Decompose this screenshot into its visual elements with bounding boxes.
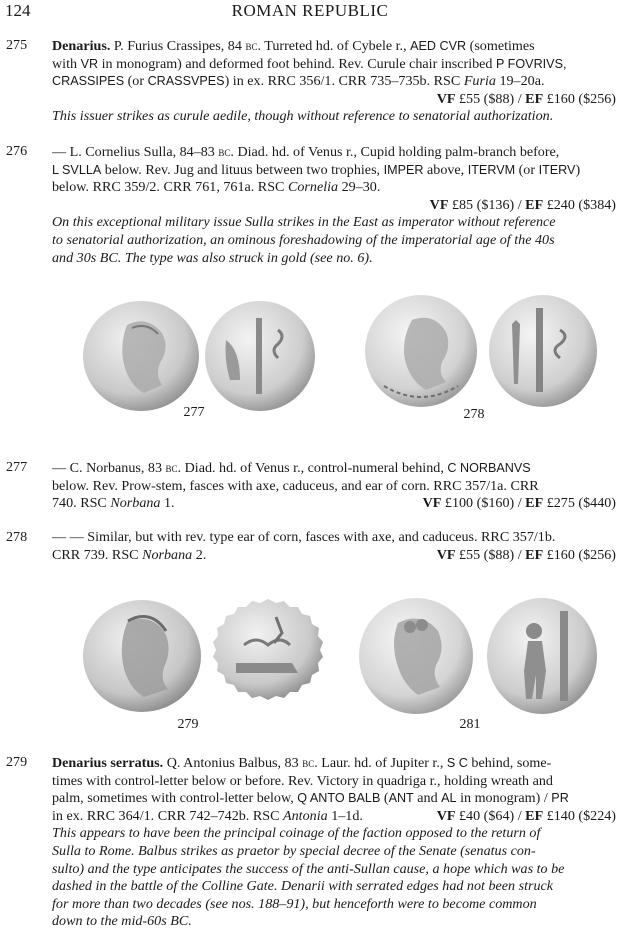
coin-image	[206, 597, 330, 715]
entry-line	[52, 754, 616, 773]
italic-term: Antonia	[283, 807, 328, 824]
bold-term: EF	[525, 90, 544, 107]
text-run: above,	[423, 161, 468, 178]
coin-278-obverse	[364, 294, 478, 408]
text-run: . Laur. hd. of Jupiter r.,	[314, 755, 447, 771]
coin-legend: S C	[446, 756, 468, 770]
text-run: — C. Norbanus, 83	[52, 460, 166, 476]
coin-281-obverse	[358, 597, 474, 715]
bold-term: EF	[525, 807, 544, 824]
coin-277-reverse	[204, 300, 316, 412]
entry-line	[52, 808, 616, 826]
bold-term: VF	[436, 807, 456, 824]
text-run: below. Rev. Jug and lituus between two trophies,	[101, 161, 384, 178]
coin-277-obverse	[82, 300, 200, 412]
text-run: 29–30.	[338, 179, 381, 196]
entry-note-line: sulto) and the type anticipates the success of the anti-Sullan cause, a hope which was to be	[52, 860, 565, 877]
text-run: 19–20a.	[495, 73, 545, 90]
coin-image	[82, 599, 202, 713]
price-line	[52, 91, 616, 109]
text-run: £85 ($136) /	[448, 196, 526, 213]
coin-281-reverse	[486, 597, 598, 715]
coin-image	[358, 597, 474, 715]
text-run: (	[380, 790, 389, 807]
text-run: Q. Antonius Balbus, 83	[163, 755, 303, 771]
entry-line	[52, 773, 616, 791]
coin-legend: ANT	[388, 791, 414, 806]
text-run: below. Rev. Prow-stem, fasces with axe, caduceus, and ear of corn. RRC 357/1a. CRR	[52, 477, 539, 494]
coin-legend: AED CVR	[410, 39, 467, 53]
text-run: CRR 739. RSC	[52, 546, 143, 563]
bold-term: EF	[525, 546, 544, 563]
coin-legend: CRASSIPES	[52, 74, 125, 89]
bold-term: EF	[525, 196, 544, 213]
text-run: behind, some-	[467, 755, 552, 771]
plate-caption: 279	[177, 717, 199, 732]
price-line	[52, 197, 616, 215]
price-line	[437, 547, 616, 565]
coin-legend: P FOVRIVS,	[496, 56, 567, 71]
page-number: 124	[5, 1, 31, 20]
text-run: palm, sometimes with control-letter below,	[52, 790, 298, 807]
coin-image	[488, 294, 598, 408]
entry-line	[52, 790, 616, 808]
entry-note-line: to senatorial authorization, an ominous foreshadowing of the imperatorial age of the 40s	[52, 231, 555, 248]
text-run: £160 ($256)	[543, 546, 616, 563]
entry-note-line: down to the mid-60s BC.	[52, 913, 192, 930]
coin-image	[364, 294, 478, 408]
text-run: £240 ($384)	[543, 196, 616, 213]
coin-legend: IMPER	[383, 162, 424, 177]
coin-legend: ITERV	[538, 162, 576, 177]
coin-278-reverse	[488, 294, 598, 408]
italic-term: Cornelia	[287, 179, 339, 196]
text-run: times with control-letter below or before. Rev. Victory in quadriga r., holding wreath and	[52, 772, 553, 789]
reference-text	[52, 547, 206, 563]
coin-plate-277-278	[0, 290, 620, 430]
bold-term: VF	[422, 495, 442, 512]
entry-line	[52, 37, 616, 56]
coin-legend: PR	[551, 791, 569, 806]
text-run: £275 ($440)	[543, 495, 616, 512]
reference-text	[52, 808, 363, 824]
entry-note-line: On this exceptional military issue Sulla strikes in the East as imperator without reference	[52, 214, 556, 231]
text-run: in monogram) /	[456, 790, 552, 807]
page-header	[0, 2, 620, 22]
entry-line	[52, 495, 616, 513]
coin-plate-279-281	[0, 585, 620, 740]
entry-number: 279	[6, 754, 28, 770]
text-run: . Diad. hd. of Venus r., Cupid holding palm-branch before,	[230, 144, 560, 160]
bold-term: VF	[436, 90, 456, 107]
italic-term: Furia	[463, 73, 496, 90]
reference-text	[52, 495, 175, 511]
text-run: in ex. RRC 364/1. CRR 742–742b. RSC	[52, 807, 284, 824]
text-run: £40 ($64) /	[455, 807, 526, 824]
entry-body	[52, 143, 616, 267]
entry-line	[52, 459, 616, 478]
text-run: ) in ex. RRC 356/1. CRR 735–735b. RSC	[224, 73, 464, 90]
bold-term: Denarius.	[52, 38, 111, 54]
text-run: below. RRC 359/2. CRR 761, 761a. RSC	[52, 179, 288, 196]
entry-body	[52, 529, 616, 564]
italic-term: Norbana	[110, 495, 161, 512]
entry-note-line: and 30s BC. The type was also struck in gold (see no. 6).	[52, 249, 373, 266]
price-line	[437, 808, 616, 826]
coin-legend: AL	[441, 791, 457, 806]
text-run: in monogram) and deformed foot behind. Rev. Curule chair inscribed	[98, 55, 497, 72]
era-abbrev: bc	[245, 38, 258, 53]
entry-number: 276	[6, 143, 28, 159]
coin-legend: CRASSVPES	[147, 74, 225, 89]
entry-line	[52, 547, 616, 565]
bold-term: EF	[525, 495, 544, 512]
text-run: and	[413, 790, 442, 807]
entry-body	[52, 754, 616, 931]
entry-body	[52, 37, 616, 126]
entry-line	[52, 56, 616, 74]
coin-legend: ITERVM	[467, 162, 516, 177]
entry-line	[52, 529, 616, 547]
text-run: (or	[515, 161, 539, 178]
coin-279-reverse	[206, 597, 330, 715]
text-run: — L. Cornelius Sulla, 84–83	[52, 144, 219, 160]
era-abbrev: bc	[302, 755, 315, 770]
entry-number: 275	[6, 37, 28, 53]
entry-line	[52, 143, 616, 162]
text-run: 1.	[160, 495, 175, 512]
era-abbrev: bc	[165, 460, 178, 475]
coin-legend: L SVLLA	[52, 162, 102, 177]
coin-legend: VR	[80, 56, 99, 71]
entry-note-line: for more than two decades (see nos. 188–91), but henceforth were to become common	[52, 895, 537, 912]
coin-image	[204, 300, 316, 412]
text-run: )	[575, 161, 581, 178]
entry-line	[52, 478, 616, 496]
entry-note: This issuer strikes as curule aedile, though without reference to senatorial authorization.	[52, 108, 554, 125]
text-run: 2.	[192, 546, 207, 563]
coin-279-obverse	[82, 599, 202, 713]
entry-note-line: Sulla to Rome. Balbus strikes as praetor by special decree of the Senate (senatus con-	[52, 842, 536, 859]
text-run: — — Similar, but with rev. type ear of corn, fasces with axe, and caduceus. RRC 357/1b.	[52, 529, 556, 545]
text-run: £100 ($160) /	[441, 495, 526, 512]
coin-image	[82, 300, 200, 412]
entry-note-line: dashed in the battle of the Colline Gate. Denarii with serrated edges had not been struck	[52, 878, 554, 895]
entry-number: 278	[6, 529, 28, 545]
price-line	[423, 495, 616, 513]
text-run: . Turreted hd. of Cybele r.,	[257, 38, 411, 54]
text-run: P. Furius Crassipes, 84	[110, 38, 246, 54]
bold-term: Denarius serratus.	[52, 755, 164, 771]
text-run: £160 ($256)	[543, 90, 616, 107]
coin-image	[486, 597, 598, 715]
entry-number: 277	[6, 459, 28, 475]
plate-caption: 277	[183, 405, 205, 420]
coin-legend: Q ANTO BALB	[297, 791, 381, 806]
entry-line	[52, 162, 616, 180]
text-run: £140 ($224)	[543, 807, 616, 824]
entry-line	[52, 73, 616, 91]
entry-body	[52, 459, 616, 513]
text-run: 740. RSC	[52, 495, 111, 512]
entry-note-line: This appears to have been the principal coinage of the faction opposed to the return of	[52, 825, 541, 842]
plate-caption: 278	[463, 407, 485, 422]
text-run: 1–1d.	[327, 807, 363, 824]
italic-term: Norbana	[142, 546, 193, 563]
bold-term: VF	[436, 546, 456, 563]
coin-legend: C NORBANVS	[447, 461, 531, 475]
plate-caption: 281	[459, 717, 481, 732]
text-run: . Diad. hd. of Venus r., control-numeral behind,	[177, 460, 448, 476]
text-run: £55 ($88) /	[455, 90, 526, 107]
text-run: £55 ($88) /	[455, 546, 526, 563]
text-run: (or	[124, 73, 148, 90]
running-title: ROMAN REPUBLIC	[231, 1, 389, 20]
text-run: (sometimes	[466, 38, 535, 54]
text-run: with	[52, 55, 81, 72]
bold-term: VF	[429, 196, 449, 213]
era-abbrev: bc	[218, 144, 231, 159]
entry-line	[52, 179, 616, 197]
